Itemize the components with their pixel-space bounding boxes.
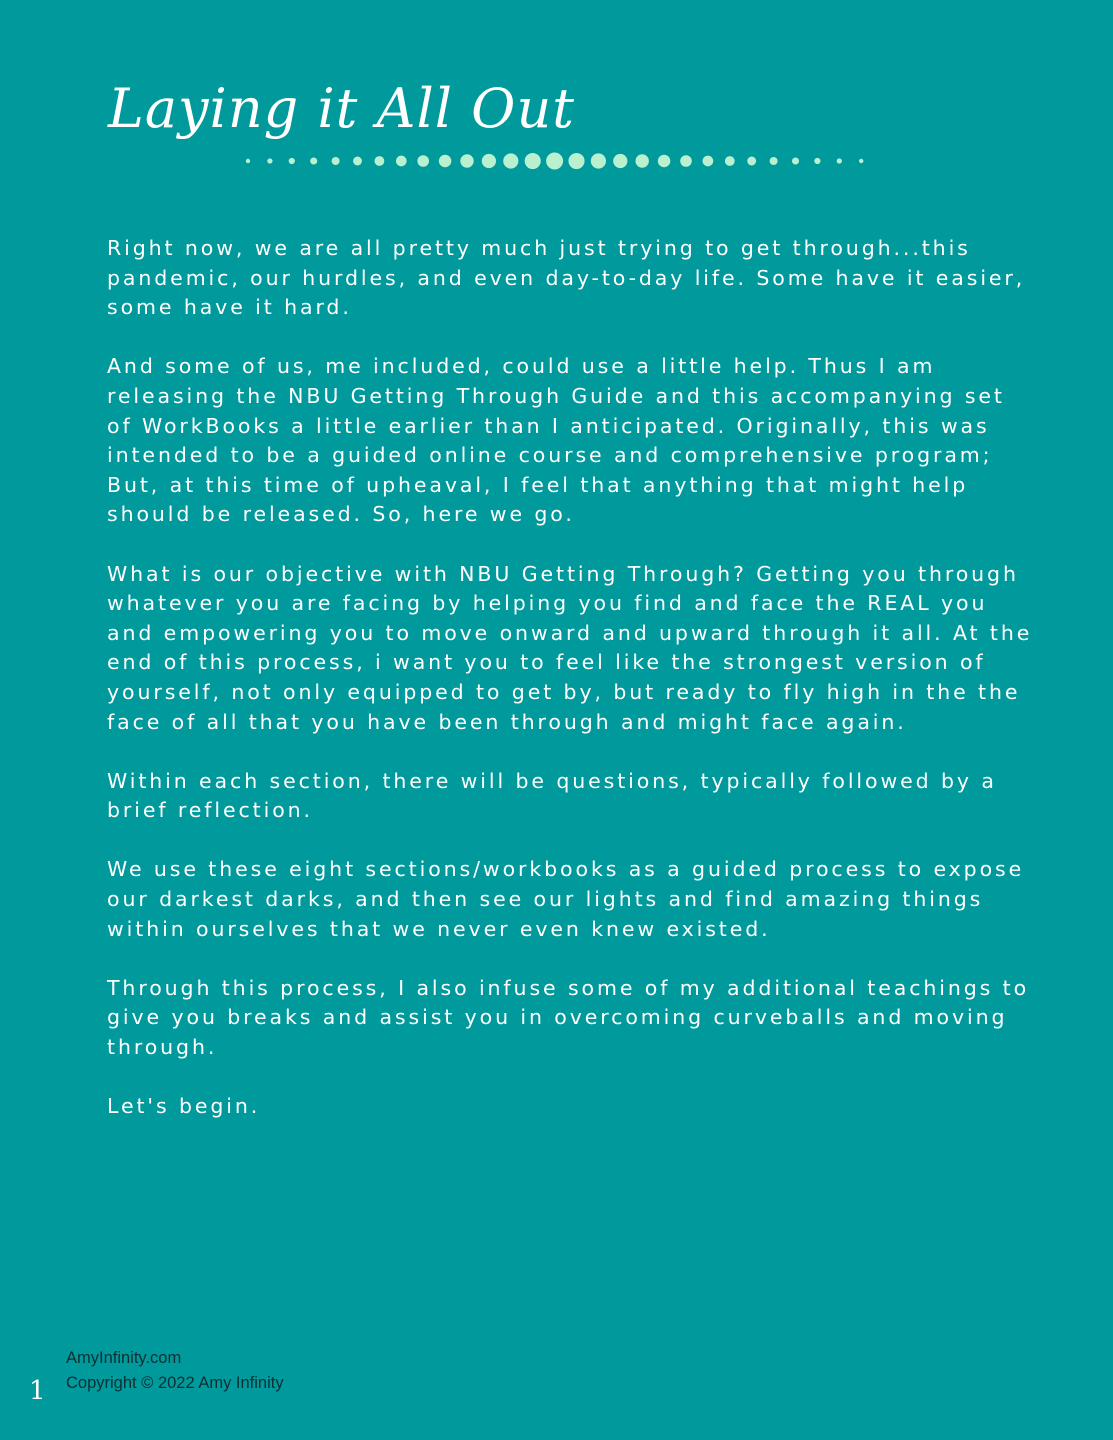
divider-dot	[417, 155, 429, 167]
divider-dot	[460, 154, 473, 167]
divider-dot	[267, 158, 272, 163]
paragraph-1: Right now, we are all pretty much just trying to get through...this pandemic, our hurdles, and even day-to-day life. Some have it easier, some have it hard.	[107, 236, 1026, 320]
divider-dot	[792, 157, 799, 164]
divider-dot	[658, 155, 671, 168]
body-text	[107, 234, 1037, 1151]
divider-dot	[246, 159, 250, 163]
divider-dot	[353, 157, 362, 166]
divider-dot	[770, 157, 778, 165]
page-number: 1	[29, 1376, 46, 1406]
divider-dot	[814, 158, 820, 164]
divider-dot	[439, 155, 452, 168]
divider-dot	[289, 158, 295, 164]
divider-dot	[837, 158, 842, 163]
paragraph-7: Let's begin.	[107, 1094, 261, 1119]
divider-dot	[613, 154, 627, 168]
divider-dot	[591, 153, 606, 168]
divider-dot	[525, 153, 541, 169]
divider-dot	[680, 155, 692, 167]
divider-dot	[310, 157, 317, 164]
page-title: Laying it All Out	[108, 77, 575, 140]
divider-dot	[747, 157, 756, 166]
divider-dot	[636, 154, 649, 167]
paragraph-4: Within each section, there will be questions, typically followed by a brief reflection.	[107, 768, 997, 823]
paragraph-5: We use these eight sections/workbooks as a guided process to expose our darkest darks, and then see our lights and find amazing things within ourselves that we never even knew existed.	[107, 857, 1025, 941]
paragraph-3: What is our objective with NBU Getting Through? Getting you through whatever you are facing by helping you find and face the REAL you and empowering you to move onward and upward through it all. At the end of this process, i want you to feel like the strongest version of yourself, not only equipped to get by, but ready to fly high in the the face of all that you have been through and might face again.	[107, 561, 1033, 734]
divider-dot	[859, 159, 863, 163]
divider-dot	[375, 156, 385, 166]
paragraph-6: Through this process, I also infuse some of my additional teachings to give you breaks and assist you in overcoming curveballs and moving through.	[107, 975, 1030, 1060]
divider-dot	[725, 156, 735, 166]
decorative-dot-divider	[240, 146, 870, 176]
divider-dot	[703, 156, 714, 167]
footer-website: AmyInfinity.com	[66, 1349, 182, 1367]
divider-dot	[503, 153, 518, 168]
footer-copyright: Copyright © 2022 Amy Infinity	[66, 1374, 284, 1392]
divider-dot	[546, 153, 563, 170]
paragraph-2: And some of us, me included, could use a little help. Thus I am releasing the NBU Getting Through Guide and this accompanying set of WorkBooks a little earlier than I anticipated. Originally, this was intended to be a guided online course and comprehensive program; But, at this time of upheaval, I feel that anything that might help should be released. So, here we go.	[107, 354, 1005, 527]
divider-dot	[568, 153, 584, 169]
divider-dot	[482, 154, 496, 168]
divider-dot	[396, 156, 407, 167]
divider-dot	[332, 157, 340, 165]
